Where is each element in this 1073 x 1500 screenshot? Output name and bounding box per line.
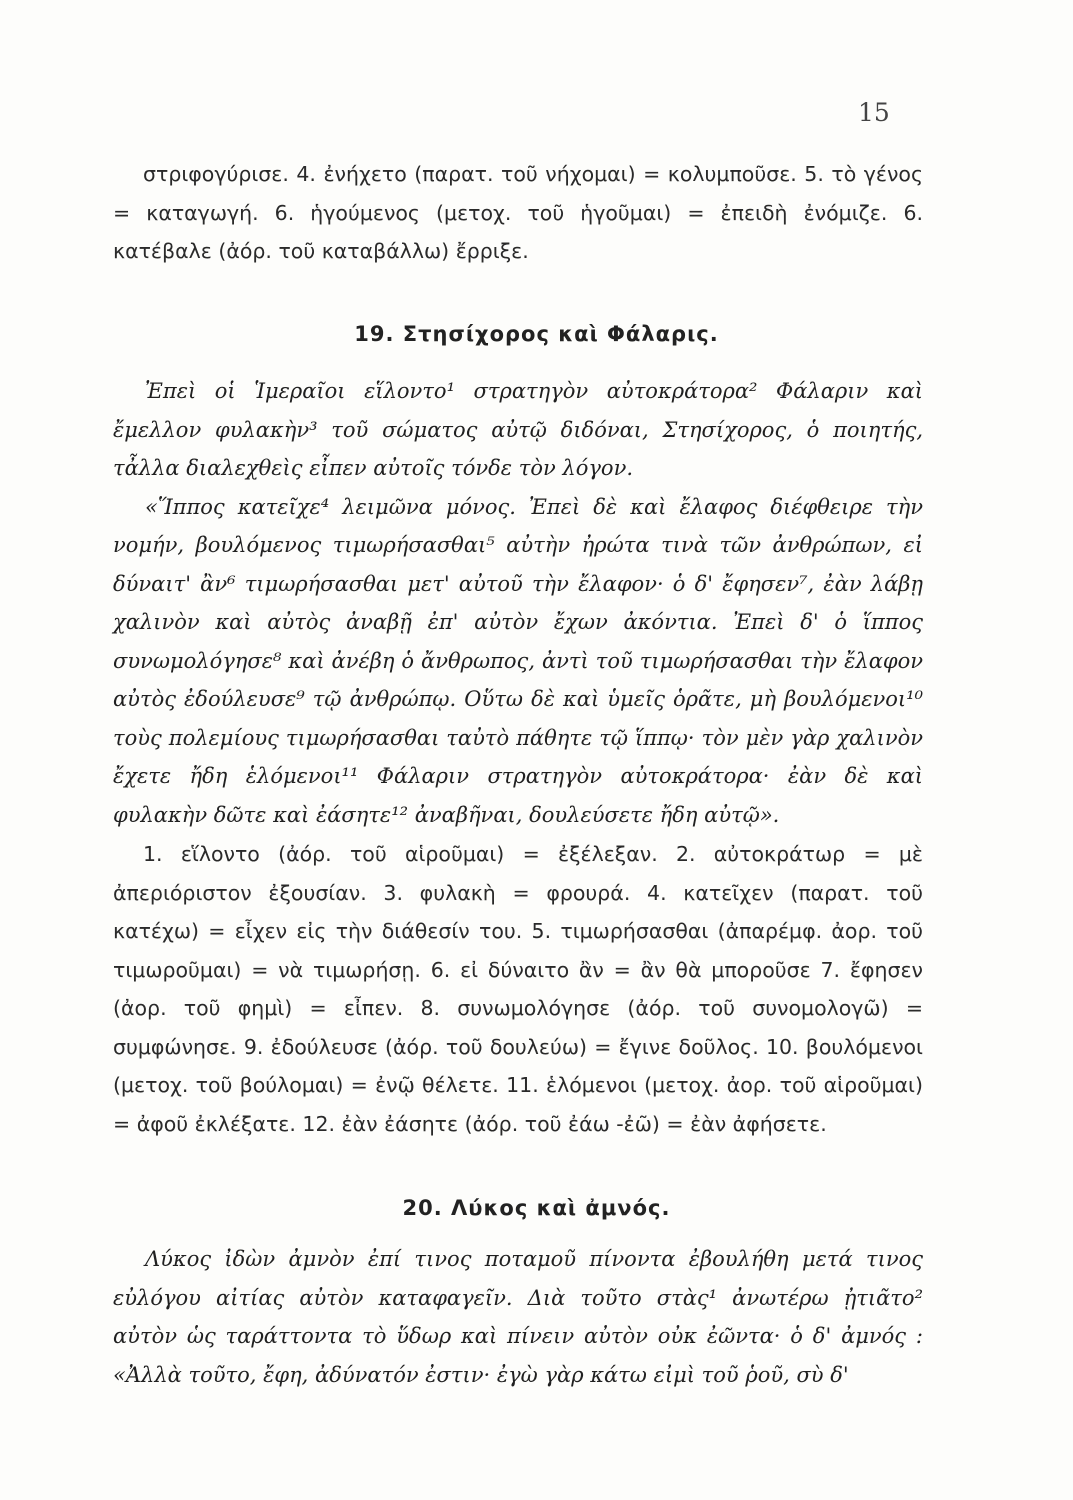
- section-20-text: [113, 1240, 923, 1394]
- glossary-continued: στριφογύρισε. 4. ἐνήχετο (παρατ. τοῦ νήχομαι) = κολυμποῦσε. 5. τὸ γένος = καταγωγή. 6. ἡγούμενος (μετοχ. τοῦ ἡγοῦμαι) = ἐπειδὴ ἐνόμιζε. 6. κατέβαλε (ἀόρ. τοῦ καταβάλλω) ἔρριξε.: [113, 162, 923, 263]
- section-20-title: 20. Λύκος καὶ ἀμνός.: [402, 1196, 671, 1220]
- section-19-paragraph-2: «Ἵππος κατεῖχε⁴ λειμῶνα μόνος. Ἐπεὶ δὲ καὶ ἔλαφος διέφθειρε τὴν νομήν, βουλόμενος τιμωρήσασθαι⁵ αὐτὴν ἠρώτα τινὰ τῶν ἀνθρώπων, εἰ δύναιτ' ἂν⁶ τιμωρήσασθαι μετ' αὐτοῦ τὴν ἔλαφον· ὁ δ' ἔφησεν⁷, ἐὰν λάβῃ χαλινὸν καὶ αὐτὸς ἀναβῇ ἐπ' αὐτὸν ἔχων ἀκόντια. Ἐπεὶ δ' ὁ ἵππος συνωμολόγησε⁸ καὶ ἀνέβη ὁ ἄνθρωπος, ἀντὶ τοῦ τιμωρήσασθαι τὴν ἔλαφον αὐτὸς ἐδούλευσε⁹ τῷ ἀνθρώπῳ. Οὕτω δὲ καὶ ὑμεῖς ὁρᾶτε, μὴ βουλόμενοι¹⁰ τοὺς πολεμίους τιμωρήσασθαι ταὐτὸ πάθητε τῷ ἵππῳ· τὸν μὲν γὰρ χαλινὸν ἔχετε ἤδη ἑλόμενοι¹¹ Φάλαριν στρατηγὸν αὐτοκράτορα· ἐὰν δὲ καὶ φυλακὴν δῶτε καὶ ἐάσητε¹² ἀναβῆναι, δουλεύσετε ἤδη αὐτῷ».: [113, 494, 923, 827]
- section-19-title: 19. Στησίχορος καὶ Φάλαρις.: [354, 322, 719, 346]
- page-number: 15: [858, 98, 890, 127]
- section-19-glossary: 1. εἵλοντο (ἀόρ. τοῦ αἱροῦμαι) = ἐξέλεξαν. 2. αὐτοκράτωρ = μὲ ἀπεριόριστον ἐξουσίαν. 3. φυλακὴ = φρουρά. 4. κατεῖχεν (παρατ. τοῦ κατέχω) = εἶχεν εἰς τὴν διάθεσίν του. 5. τιμωρήσασθαι (ἀπαρέμφ. ἀορ. τοῦ τιμωροῦμαι) = νὰ τιμωρήσῃ. 6. εἰ δύναιτο ἂν = ἂν θὰ μποροῦσε 7. ἔφησεν (ἀορ. τοῦ φημὶ) = εἶπεν. 8. συνωμολόγησε (ἀόρ. τοῦ συνομολογῶ) = συμφώνησε. 9. ἐδούλευσε (ἀόρ. τοῦ δουλεύω) = ἔγινε δοῦλος. 10. βουλόμενοι (μετοχ. τοῦ βούλομαι) = ἐνῷ θέλετε. 11. ἑλόμενοι (μετοχ. ἀορ. τοῦ αἱροῦμαι) = ἀφοῦ ἐκλέξατε. 12. ἐὰν ἐάσητε (ἀόρ. τοῦ ἐάω -ἐῶ) = ἐὰν ἀφήσετε.: [113, 842, 923, 1136]
- section-19-paragraph-1: Ἐπεὶ οἱ Ἱμεραῖοι εἵλοντο¹ στρατηγὸν αὐτοκράτορα² Φάλαριν καὶ ἔμελλον φυλακὴν³ τοῦ σώματος αὐτῷ διδόναι, Στησίχορος, ὁ ποιητής, τἆλλα διαλεχθεὶς εἶπεν αὐτοῖς τόνδε τὸν λόγον.: [113, 379, 923, 480]
- section-20-paragraph-1: Λύκος ἰδὼν ἀμνὸν ἐπί τινος ποταμοῦ πίνοντα ἐβουλήθη μετά τινος εὐλόγου αἰτίας αὐτὸν καταφαγεῖν. Διὰ τοῦτο στὰς¹ ἀνωτέρω ᾐτιᾶτο² αὐτὸν ὡς ταράττοντα τὸ ὕδωρ καὶ πίνειν αὐτὸν οὐκ ἐῶντα· ὁ δ' ἀμνός : «Ἀλλὰ τοῦτο, ἔφη, ἀδύνατόν ἐστιν· ἐγὼ γὰρ κάτω εἰμὶ τοῦ ῥοῦ, σὺ δ': [113, 1247, 923, 1387]
- section-19-text: [113, 372, 923, 834]
